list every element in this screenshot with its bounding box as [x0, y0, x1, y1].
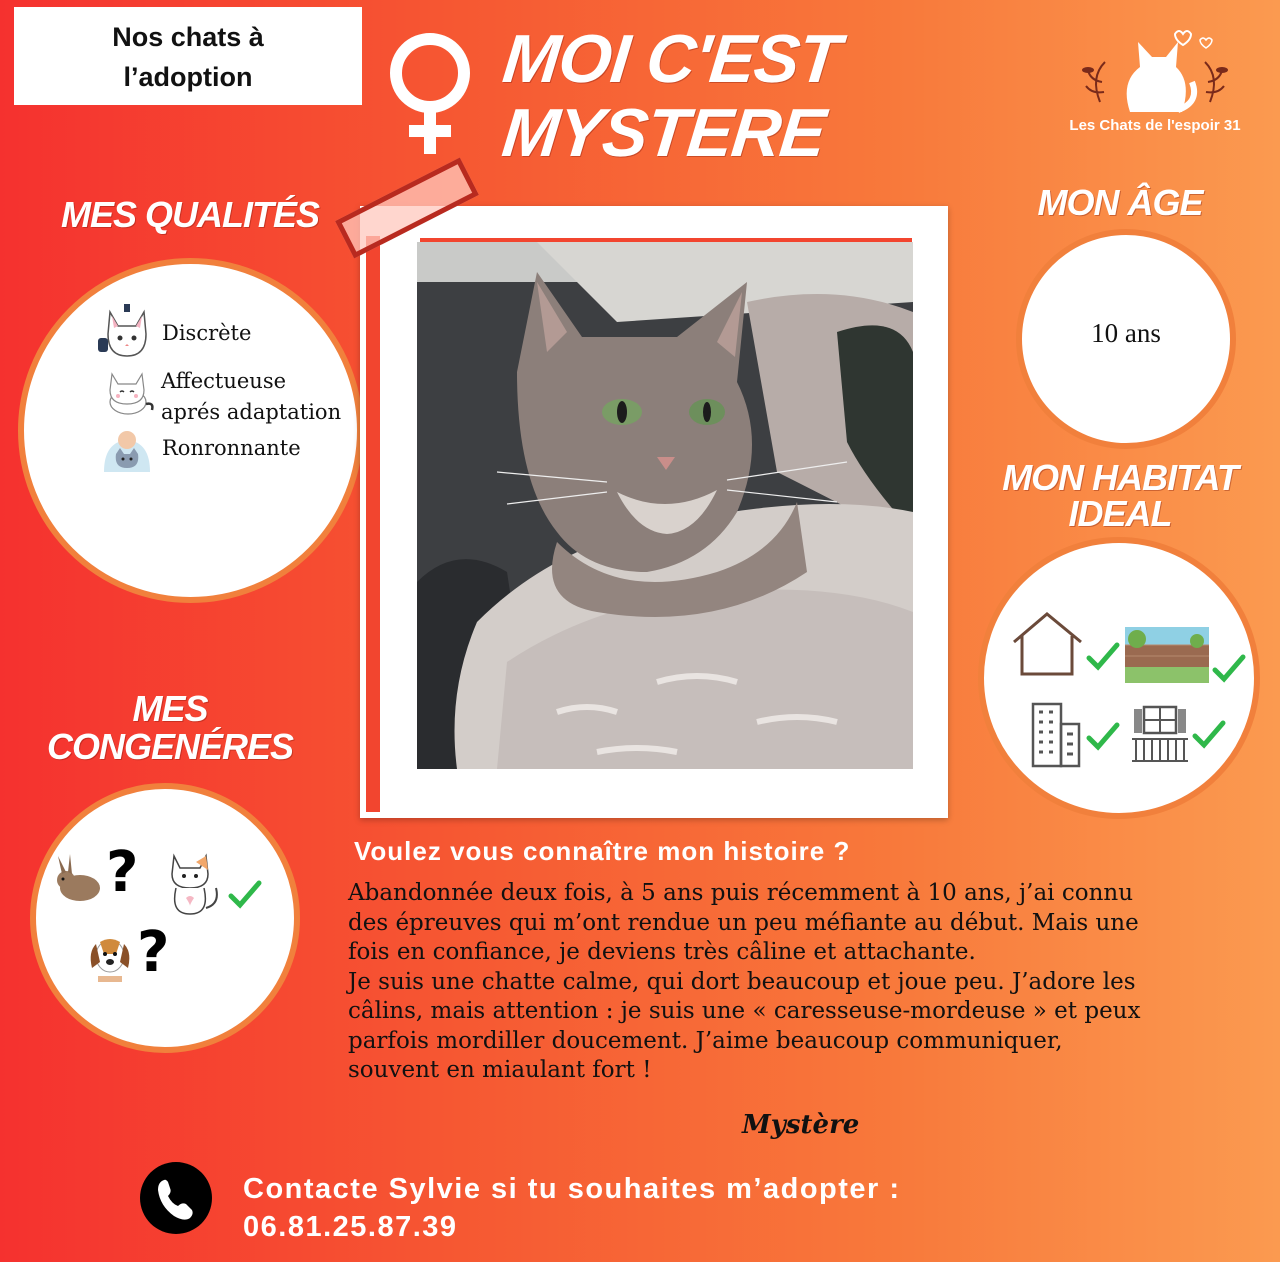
garden-icon — [1125, 627, 1209, 683]
story-line: Abandonnée deux fois, à 5 ans puis récemment à 10 ans, j’ai connu — [348, 880, 1134, 906]
signature: Mystère — [742, 1110, 860, 1140]
story-line: des épreuves qui m’ont rendue un peu méfiante au début. Mais une — [348, 909, 1139, 936]
tab-line-2: l’adoption — [123, 62, 253, 92]
qualities-heading: MES QUALITÉS — [60, 194, 320, 235]
story-line: parfois mordiller doucement. J’aime beaucoup communiquer, — [348, 1027, 1063, 1054]
qualities-circle — [18, 258, 363, 603]
quality-item-1: Discrète — [162, 321, 252, 345]
apartment-building-icon — [1027, 700, 1085, 768]
apartment-check-icon — [1086, 720, 1120, 754]
congeners-circle — [30, 783, 300, 1053]
garden-check-icon — [1212, 652, 1246, 686]
story-text — [348, 879, 1208, 1086]
dog-icon — [86, 932, 134, 982]
habitat-heading-line-2: IDEAL — [1068, 493, 1172, 534]
purring-cat-icon — [98, 428, 156, 472]
cat-check-icon — [227, 878, 263, 912]
title-line-1: MOI C'EST — [499, 21, 844, 97]
contact-line: Contacte Sylvie si tu souhaites m’adopter : — [243, 1173, 901, 1205]
house-icon — [1010, 610, 1085, 678]
quality-item-2b: aprés adaptation — [161, 400, 342, 424]
rabbit-icon — [52, 852, 104, 904]
story-line: fois en confiance, je deviens très câline et attachante. — [348, 939, 976, 965]
balcony-icon — [1130, 705, 1190, 763]
congeners-heading-line-1: MES — [132, 688, 208, 729]
congeners-heading-line-2: CONGENÉRES — [46, 726, 294, 767]
discreet-cat-icon — [96, 302, 158, 360]
phone-icon[interactable] — [140, 1162, 212, 1234]
logo-text: Les Chats de l'espoir 31 — [1069, 117, 1241, 134]
dog-question-mark: ? — [137, 920, 170, 985]
title-line-2: MYSTERE — [498, 95, 829, 171]
story-line: Je suis une chatte calme, qui dort beaucoup et joue peu. J’adore les — [348, 968, 1136, 995]
contact-info — [243, 1170, 1043, 1246]
contact-phone[interactable]: 06.81.25.87.39 — [243, 1211, 458, 1243]
female-symbol-icon — [383, 28, 478, 158]
age-heading: MON ÂGE — [1037, 182, 1203, 223]
story-line: souvent en miaulant fort ! — [348, 1057, 652, 1083]
balcony-check-icon — [1192, 718, 1226, 752]
age-value: 10 ans — [1091, 318, 1161, 348]
cat-icon — [162, 848, 222, 916]
page-title — [487, 22, 848, 170]
habitat-heading-line-1: MON HABITAT — [1002, 457, 1238, 498]
congeners-heading — [40, 690, 300, 766]
cat-photo — [417, 242, 913, 769]
quality-item-2: Affectueuse — [161, 369, 287, 393]
story-heading: Voulez vous connaître mon histoire ? — [354, 836, 851, 866]
quality-item-3: Ronronnante — [162, 436, 301, 460]
rabbit-question-mark: ? — [106, 840, 139, 905]
habitat-heading — [990, 457, 1250, 534]
cat-photo-frame — [360, 206, 948, 818]
tab-line-1: Nos chats à — [112, 22, 264, 52]
affectionate-cat-icon — [100, 366, 158, 416]
story-line: câlins, mais attention : je suis une « caresseuse-mordeuse » et peux — [348, 998, 1141, 1024]
house-check-icon — [1086, 640, 1120, 674]
adoption-tab — [14, 7, 362, 105]
frame-accent-left — [366, 236, 380, 812]
